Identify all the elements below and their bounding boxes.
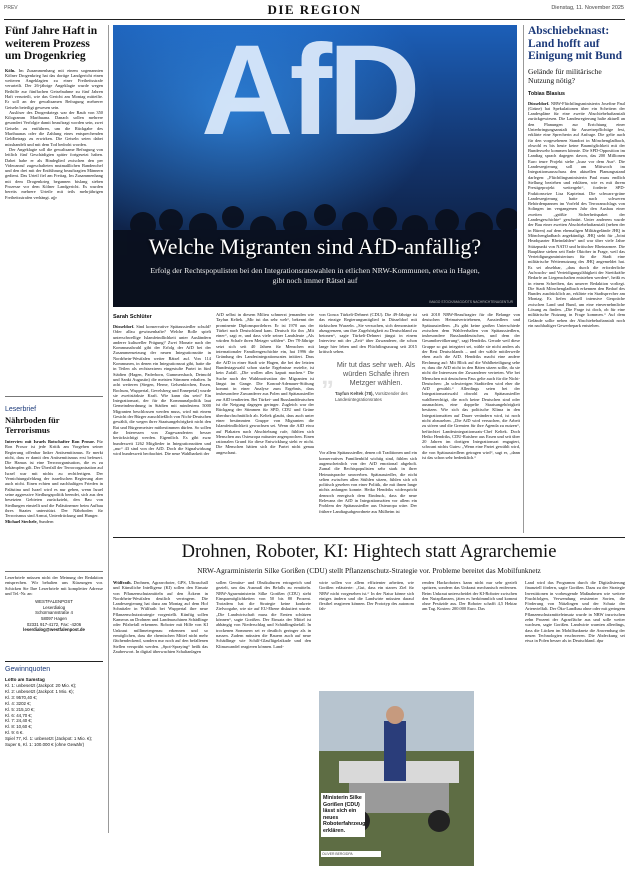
bottom-headline: Drohnen, Roboter, KI: Hightech statt Agrarchemie bbox=[181, 542, 557, 562]
bottom-col-1-body: Drohnen, Agrarroboter, GPS, Ultraschall und Künstliche Intelligenz (KI) sollen den Einsatz von Pflanzenschutzmitteln auf den Äckern in Nordrhein-Westfalen deutlich verringern. Die Landesregierung hat dazu am Montag auf dem Hof Schnitzler in Wülfrath bei Wuppertal ihre neue Pflanzenschutzstrategie vorgestellt. Künftig sollen Kameras an Drohnen und Landmaschinen Schädlinge oder Pilzbefall erkennen. Roboter mit Hilfe von KI Unkraut millimetergenau erkennen und so ermöglichen, dass die chemischen Mittel nicht mehr flächendeckend, sondern nur noch auf den befallenen Stellen versprüht werden. „Spot-Spraying“ heißt das Zauberwort. In digital überwachten Schaltanlagen bbox=[113, 580, 208, 654]
right-dateline: Düsseldorf. bbox=[528, 100, 550, 106]
leserbrief-intro: Interview mit Israels Botschafter Ron Prosor. bbox=[5, 439, 95, 444]
leserbrief-note-box bbox=[5, 575, 103, 655]
lotto-row: Kl. 3: 9570,40 €; bbox=[5, 694, 37, 700]
col-divider bbox=[523, 25, 524, 533]
email-link[interactable]: leserdialog@westfalenpost.de bbox=[23, 627, 85, 633]
lotto-row: Kl. 9: 6 €. bbox=[5, 730, 24, 736]
right-author: Tobias Blasius bbox=[528, 90, 565, 97]
address-line: WESTFALENPOST bbox=[35, 599, 73, 605]
right-column bbox=[528, 25, 625, 535]
lotto-row: Kl. 1: unbesetzt (Jackpot: 20 Mio. €); bbox=[5, 683, 77, 688]
lotto-rows bbox=[5, 683, 103, 748]
quote-role: Vorsitzender des Landesintegrationsrates bbox=[335, 391, 408, 402]
robot-caption: Ministerin Silke Gorißen (CDU) lässt sich ein neues Roboterfahrzeug erklären. bbox=[321, 793, 365, 837]
leserbrief-place: Sundern bbox=[38, 519, 54, 525]
main-author: Sarah Schlüter bbox=[113, 314, 152, 320]
left-body-p3-text: Der Angeklagte soll die gewaltsame Befragung von leitlich fünf Geschädigten später fortgesetzt haben. Dabei habe er als Bindeglied zwischen den per Videoanruf zugeschalteten mutmaßlichen Bandenchef und den drei mit der Entführung beauftragten Männern gedient. Das Urteil fiel am Freitag. Im Zusammenhang mit dem Drogenkrieg begannen bislang sieben Prozesse vor dem Kölner Landgericht. Es wurden bereits mehrere Urteile mit teils mehrjährigen Freiheitsstrafen verhängt. bbox=[5, 146, 103, 200]
leserbrief-kicker: Leserbrief bbox=[5, 406, 37, 413]
bottom-subline: NRW-Agrarministerin Silke Gorißen (CDU) stellt Pflanzenschutz-Strategie vor. Probleme bereitet das Mobilfunknetz bbox=[197, 566, 541, 575]
bottom-col-1 bbox=[113, 580, 208, 868]
bottom-col-5 bbox=[525, 580, 625, 868]
left-body-p3 bbox=[5, 147, 103, 200]
left-dateline: Köln. bbox=[5, 67, 16, 73]
quote-text: Mir tut das sehr weh. Als würden Schafe ihren Metzger wählen. bbox=[336, 360, 416, 388]
quote-author: Tayfun Keltek (78), bbox=[335, 391, 374, 397]
bottom-col-2 bbox=[216, 580, 311, 868]
left-body-p1: Im Zusammenhang mit einem sogenannten Kölner Drogenkrieg hat das dortige Landgericht einen weiteren Angeklagten zu einer Freiheitsstrafe verurteilt. Der 26-jährige Angeklagte wurde wegen Beihilfe zur fünffachen Geiselnahme zu fünf Jahren Haft verurteilt, wie das Gericht am Montag mitteilte. Er soll an der gewaltsamen Befragung mehrerer Geiseln beteiligt gewesen sein. bbox=[5, 67, 103, 110]
robot-caption-credit: OLIVER BERG/DPA bbox=[321, 851, 381, 857]
bottom-col-2-text: sollen Gemüse- und Obstkulturen ertragreich und gezielt, um das Ausmaß des Befalls zu ermitteln. NRW-Agrarministerin Silke Gorißen (CDU) sieht Einsparmöglichkeiten von 50 bis 80 Prozent. Trotzdem hat die Strategie keine konkrete Zielvorgabe, wie sie auf EU-Ebene diskutiert wurde. „Die Landwirtschaft muss die Ernten schützen können“, sagte Gorißen. Der Einsatz der Mittel ist abhängig von Niederschlag und Schädlingsbefall. In trockenen Sommern sei er deutlich geringer als in nassen. Zudem müssten die Bauern auch auf neue Schädlinge wie Schilf-Glasflügelzikade und den Klimawandel reagieren können. Land- bbox=[216, 580, 311, 649]
leserbrief-text: Für Ron Prosor ist jede Kritik am Vorgehen seiner Regierung offenbar linker Antisemitismus. Er merkt nicht, dass er damit den Antisemitismus erst befeuert. Die Hamas ist eine Terrororganisation, die es zu bekämpfen gilt. Der Überfall der Terrororganisation auf Israel war mit nichts zu rechtfertigen. Der Vernichtungsfeldzug der israelischen Regierung aber auch nicht. Einen echten und nachhaltigen Frieden in Palästina und Israel wird es nur geben, wenn Israel seine aggressive Siedlungspolitik beendet, sich aus den besetzten Gebieten zurückzieht, den Bau von Siedlungen einstellt und die Palästinenser beim Aufbau ihres Staates unterstützt. Der Nährboden für Terrorismus sind Armut, Unterdrückung und Hunger. bbox=[5, 439, 103, 519]
left-headline: Fünf Jahre Haft in weiterem Prozess um Drogenkrieg bbox=[5, 25, 98, 62]
col-divider bbox=[108, 25, 109, 833]
left-column bbox=[5, 25, 103, 465]
lotto-row: Super 6, Kl. 1: 100.000 € (ohne Gewähr) bbox=[5, 742, 85, 748]
issue-date: Dienstag, 11. November 2025 bbox=[551, 5, 624, 11]
leserbrief-author-name: Michael Stechele bbox=[5, 519, 37, 525]
robot-photo-image bbox=[319, 691, 474, 866]
lotto-row: Kl. 6: 44,70 €; bbox=[5, 712, 33, 718]
main-col-1-text bbox=[113, 324, 211, 456]
address-line: 02331 917-4172, Fax: -4206 bbox=[26, 621, 82, 627]
bottom-credit: dpa bbox=[596, 638, 604, 644]
address-block bbox=[5, 599, 103, 633]
lotto-row: Kl. 8: 10,60 €; bbox=[5, 724, 33, 730]
main-dateline: Düsseldorf. bbox=[113, 324, 135, 329]
leserbrief-note: Leserbriefe müssen nicht der Meinung der Redaktion entsprechen. Wir behalten uns Kürzungen vor. Schicken Sie Ihre Leserbriefe mit kompletter Adresse und Tel.-Nr. an: bbox=[5, 575, 103, 596]
right-body bbox=[528, 101, 625, 329]
bottom-col-5-text bbox=[525, 580, 625, 644]
bottom-col-1-text bbox=[113, 580, 208, 654]
leserbrief-author: Michael Stechele, Sundern bbox=[5, 519, 54, 525]
header-rule bbox=[4, 19, 625, 20]
left-divider bbox=[5, 396, 103, 397]
leserbrief-divider bbox=[5, 571, 103, 572]
left-body-p2: Auslöser des Drogenkriegs war der Raub von 350 Kilogramm Marihuana. Danach sollen mehrere gesondert Verfolgte damit beauftragt worden sein, zwei Geiseln zu entführen, um die Rückgabe des Marihuanas oder die Zahlung eines entsprechenden Geldbetrags zu erwirken. Die Geiseln seien dabei misshandelt und mit dem Tod bedroht worden. bbox=[5, 109, 103, 147]
lotto-box-title: Gewinnquoten bbox=[5, 666, 51, 673]
lotto-row: Kl. 2: unbesetzt (Jackpot: 1 Mio. €); bbox=[5, 688, 74, 694]
main-col-3b-text: Vor allem Spätaussiedler, denen oft Traditionen und ein konservatives Familienbild wichtig sind, fühlen sich augenscheinlich von der AfD emotional abgeholt. Zumal die Rechtspopulisten sehr stark in ihrer Heimatsprache umwerben. Spätaussiedler, die nicht selten zwischen allen Stühlen sitzen, fühlen sich oft politisch gesehen von einer Politik, die mit ihnen lange nichts anfangen konnte. Heiko Hendriks widerspricht dennoch energisch dem Eindruck, dass die neue Relevanz der AfD in Integrationsräten vor allem ein Problem der Spätaussiedler aus Osteuropa wäre. Der frühere Landtagsabgeordnete aus Mülheim ist bbox=[319, 450, 417, 514]
bottom-col-5-body: Land wird das Programm durch die Digitalisierung finanziell fördern, sagte Gorißen. Dazu zu der Strategie Investitionen in vorbeugende Maßnahmen wie weitere Fruchtfolgen, Verwendung resistenter Sorten, die Förderung von Nützlingen und der Schutz der Artenvielfalt. Der Öko-Landbau ohne oder mit geringem Pflanzenschutzmitteleinsatz wurde in NRW inzwischen zehn Prozent der Agrarfläche aus und solle weiter wachsen, sagte Gorißen. Landwirte warnten allerdings, dass die Lücken im Mobilfunknetz die Anwendung der neuen Technologien erschweren. Die Abdeckung sei etwa in Polen besser als in Deutschland. bbox=[525, 580, 625, 644]
photo-credit: IMAGO STOCK/IMAGO/DTS NACHRICHTENAGENTUR bbox=[429, 300, 513, 304]
lotto-row: Kl. 7: 24,40 €; bbox=[5, 718, 33, 724]
bottom-dateline: Wülfrath. bbox=[113, 580, 132, 585]
main-col-3-text: von Gonca Türkeli-Dehnert (CDU). Die 49-Jährige ist das einzige Regierungsmitglied in Düsseldorf mit türkischen Wurzeln. „Sie versuchen, sich demonstrativ abzugrenzen, um ihre Zugehörigkeit zu Deutschland zu betonen“, sagte Türkeli-Dehnert jüngst in einem Interview mit der „Zeit“ über Zuwanderer, die schon lange hier leben und den Flüchtlingszuzug seit 2015 kritisch sehen. bbox=[319, 312, 417, 355]
leserbrief-body bbox=[5, 439, 103, 518]
lotto-row: Spiel 77, Kl. 1: unbesetzt (Jackpot: 1 Mio. €); bbox=[5, 736, 93, 742]
masthead-logo: PREV bbox=[4, 5, 18, 11]
lead-photo bbox=[113, 25, 517, 307]
main-col-4-text: seit 2018 NRW-Beauftragter für die Belange von deutschen Heimatvertriebenen, Aussiedlern und Spätaussiedlern. „Es gibt keine großen Unterschiede zwischen dem Wahlverhalten von Spätaussiedlern, insbesondere Russlanddeutschen, und dem der Gesamtbevölkerung“, sagt Hendriks. Gerade weil diese Gruppe so gut integriert sei, wähle sie nicht anders als der Rest Deutschlands – und der wähle mittlerweile eben auch die AfD. Hendriks macht eine andere Rechnung auf: Mit Blick auf die Wahlbeteiligung sehe er, dass die AfD nicht in den Räten sitzen sollte, da sie nicht die Interessen der Zuwanderer vertreten. Wie bei Menschen mit deutschem Pass gelte auch für die Nicht-Deutschen: „In schwierigen Stadtteilen wird eher die AfD gewählt.“ Allerdings seien bei der Integrationsratswahl obwohl zu Spätaussiedler wahlberechtigt, die noch keine Deutschen sind oder ausmachten, eine doppelte Staatsangehörigkeit besitzen. Wie sich das politische Klima in den Integrationsräten auf Dauer verändern wird, ist noch nicht abzusehen. „Die AfD wird versuchen, die Arbeit zu stören und die Gremien für ihre Agenda zu nutzen“, befürchtet Landesintegrationsrats-Chef Keltek. Doch Heiko Hendriks, CDU-Ratsherr aus Essen und seit über 20 Jahren im dortigen Integrationsrat engagiert, schwant nichts Gutes: „Wenn eine Partei gewählt wird, die von Spätaussiedlern getragen wird“, sagt er, „dann ist das schon sehr bedenklich.“ bbox=[422, 312, 520, 461]
section-title: DIE REGION bbox=[267, 2, 362, 17]
lotto-box bbox=[5, 661, 103, 869]
lotto-title: Lotto am Samstag bbox=[5, 677, 45, 682]
photo-headline: Welche Migranten sind AfD-anfällig? bbox=[148, 234, 482, 259]
bottom-story-rule bbox=[113, 537, 625, 538]
bottom-col-3-text: wirte sollen vor allem effizienter arbeiten, wie Gorißen erläuterte: „Gut, dass ein starres Ziel für NRW nicht vorgesehen ist.“ In der Natur könne sich einiges ändern und die Landwirte müssten darauf flexibel reagieren können. Der Prototyp des autonom fah- bbox=[319, 580, 414, 612]
left-credit: afp bbox=[50, 194, 57, 200]
left-body bbox=[5, 68, 103, 110]
bottom-col-4-text: renden Hackroboters kann nicht nur sehr gezielt spritzen, sondern das Unkraut mechanisch entfernen. Beim Unkraut unterscheidet der KI-Roboter zwischen den Nutzpflanzen, jäten es herkömmlich und kommt ohne Pestizide aus. Der Roboter schafft 4,5 Hektar am Tag. Kosten: 200.000 Euro. Das bbox=[422, 580, 517, 612]
address-line: Schürmannstraße 4 bbox=[35, 610, 73, 616]
quote-mark-icon: „ bbox=[321, 360, 334, 391]
right-body-text: NRW-Flüchtlingsministerin Josefine Paul (Grüne) hat Spekulationen über ein Scheitern der Landespläne für eine zweite Abschiebehaftanstalt zurückgewiesen. Die Landesregierung halte aktuell an den Planungen zur Errichtung einer Unterbringungsanstalt für Ausreisepflichtige fest, erklärte eine Sprecherin auf Anfrage. Die gelte auch für den vorgesehenen Standort in Mönchengladbach, obwohl es bis heute keine Baumöglichkeit mit der Bundeswehr kommen könnte. Die SPD-Opposition im Landtag sprach dagegen davon, das 200 Millionen Euro teure Projekt stehe „kurz vor dem Aus“. Die Landesregierung soll am Mittwoch im Integrationsausschuss den aktuellen Planungsstand darlegen: „Flüchtlingsministerin Paul muss endlich Stellung beziehen und erklären, wie es mit ihrem Prestigeprojekt weitergeht“, forderte SPD-Fraktionsvize Lisa Kapteinat. Die schwarz-grüne Landesregierung hatte nach schweren Behördenpannen im Vorfeld des Terroranschlags von Solingen im vergangenen Jahr den Ausbau einer zweiten „größte Sicherheitspaket der Landesgeschichte“ geschnürt. Unter anderem wurde der Bau einer zweiten Abschiebehaftanstalt (neben der in Büren) auf dem ehemaligen Militärgelände JHQ in Mönchengladbach angekündigt. JHQ steht für „Joint Headquarter Rheindahlen“ und war über viele Jahre Stützpunkt von NATO und britischer Rheinarmee. Die Baupläne stehen seit Ende Oktober in Frage, weil das Verteidigungsministerium für die Stadt eine militärische Weiternutzung des JHQ angemeldet hat. Es sei absehbar, „dass durch die erforderliche Aufwuchs- und Verteidigungsfähigkeit der Streitkräfte Bedarfe an Liegenschaften entstehen werden“, heißt es in einem Schreiben, das unserer Redaktion vorliegt. Die Stadt Mönchengladbach erkennen den Bedarf des Bundes ausdrücklich an, erklärte ein Stadtsprecher am Montag. Es liefen aktuell intensive Gespräche zwischen Land und Bund, um eine einvernehmliche Lösung zu finden. „Die Frage ist doch, ob für eine militärische Nutzung in Frage kommen.“ Auf dem Gelände sollte neben der Abschiebehaftanstalt noch ein nachhaltiger Gewerbepark entstehen. bbox=[528, 100, 625, 328]
right-headline: Abschiebeknast: Land hofft auf Einigung mit Bund bbox=[528, 25, 622, 62]
quote-attribution bbox=[335, 391, 417, 402]
right-subline: Gelände für militärische Nutzung nötig? bbox=[528, 66, 602, 85]
lotto-row: Kl. 5: 215,10 €; bbox=[5, 706, 35, 712]
lotto-row: Kl. 4: 3202 €; bbox=[5, 700, 31, 706]
address-line: 58097 Hagen bbox=[41, 615, 67, 621]
address-line: Leserdialog bbox=[42, 604, 66, 610]
robot-photo bbox=[319, 691, 474, 866]
quote-box bbox=[319, 360, 417, 444]
leserbrief-headline: Nährboden für Terrorismus bbox=[5, 415, 60, 435]
main-col-1-body: Sind konservative Spätaussiedler schuld? Oder allzu gewissenhafte? Welche Rolle spielt unterschwellige Islamfeindlichkeit unter Ausländern anderer kultureller Prägung? Zwei Monate nach der Kommunalwahl gibt der Erfolg der AfD bei der Zusammensetzung der neuen Integrationsräte in Nordrhein-Westfalen weiter Rätsel auf. Von 114 Kommunen, in denen ein Integrationsrat gibt, hatte die in Teilen als rechtsextrem eingestufte Partei in fünf Städten (Hagen, Paderborn, Gummersbach, Detmold und Sankt Augustin) die meisten Stimmen erhalten. In acht weiteren (Siegen, Herne, Gelsenkirchen, Essen, Bochum, Wuppertal, Gevelsberg und Ennepetal) wurde sie zweitstärkste Kraft. Wie kann das sein? Ein Integrationsrat, der für die Kommunalpolitik laut Gemeindeordnung in Städten mit mindestens 5000 Migranten beschlossen werden muss, wird mit einem Gesicht der Bürger ausschließlich von Nicht-Deutschen gewählt, die wegen ihrer Staatsangehörigkeit nicht den Rat und Bürgermeister mitbestimmen dürfen. So sollen die Interessen von Zugewanderten besser berücksichtigt werden. Eigentlich. Es gibt zwar bundesweit 1262 Mitglieder in Integrationsräten und „nur“ 43 sind von der AfD. Doch die Signalwirkung wird bundesweit beobachtet. Die neue Wahlbarkeit der bbox=[113, 324, 211, 457]
main-col-2-text: AfD selbst in diesem Milieu schmerzt jemanden wie Tayfun Keltek. „Mir tut das sehr weh“, bekennt der prominente Diplomsportlehrer. Er ist 1970 aus der Türkei nach Deutschland kam. Deutsch für ihn „Mit einer“, sagt er, und dass viele seiner Landsleute „Als würden Schafe ihren Metzger wählen“. Der 78-Jährige setzt sich seit 40 Jahren für Menschen mit internationaler Familiengeschichte ein, hat 1996 die Gründung des Landesintegrationsrates initiiert. Dass die AfD in einer Stadt wie Hagen, die bei der letzten Bundestagswahl schon starke Ergebnisse erzielte, ist kein Zufall. „Die wollen alles kaputt machen.“ Die Suche nach der Wahlmotivation der Migranten ist längst im Gange. Die Konrad-Adenauer-Stiftung kommt in einer Analyse zum Ergebnis, dass insbesondere Zuwanderer aus Polen und Spätaussiedler zur AfD tendierten. Bei Türkei- und Russlanddeutschen ist die Neigung dagegen geringer. Zugleich war der Rückgang der Stimmen für SPD, CDU und Grüne überdurchschnittlich ab. Keltek glaubt, dass auch unter einer bestimmten Gruppe von Migranten die Islamfeindlichkeit gewachsen sei. Wenn die AfD etwa auf Plakaten nach Abschiebung rufe, fühlten sich Menschen aus Osteuropa mitunter angesprochen. Einen rationalen Grund für diese Entwicklung sieht er nicht. Die Menschen hätten sich die Partei nicht genau angeschaut. bbox=[216, 312, 314, 455]
photo-subline: Erfolg der Rechtspopulisten bei den Integrationsratswahlen in etlichen NRW-Kommunen, etwa in Hagen, gibt noch immer Rätsel auf bbox=[150, 266, 480, 285]
afd-logo: AfD bbox=[201, 25, 417, 162]
